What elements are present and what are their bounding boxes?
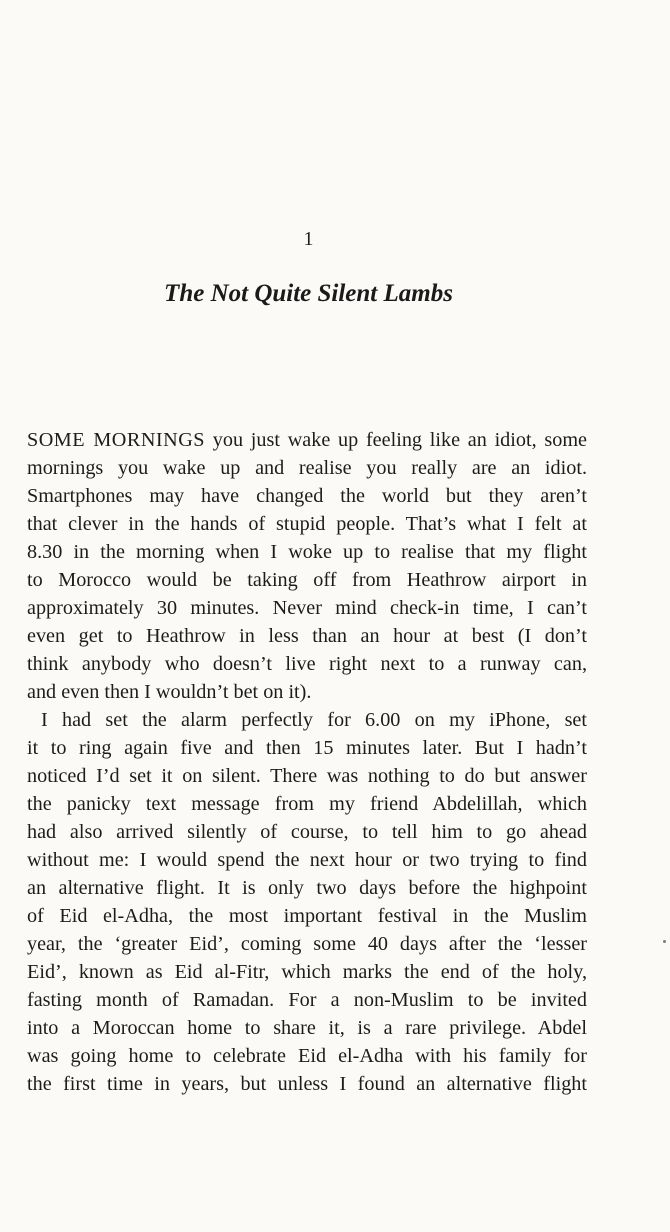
text-line: 8.30 in the morning when I woke up to realise that my flight [27, 541, 587, 563]
text-line: an alternative flight. It is only two days before the highpoint [27, 877, 587, 899]
text-line: Smartphones may have changed the world but they aren’t [27, 485, 587, 507]
text-line: SOME MORNINGS you just wake up feeling like an idiot, some [27, 429, 587, 451]
text-line: that clever in the hands of stupid people. That’s what I felt at [27, 513, 587, 535]
text-line: had also arrived silently of course, to tell him to go ahead [27, 821, 587, 843]
text-line: the panicky text message from my friend Abdelillah, which [27, 793, 587, 815]
paper-speck [663, 940, 666, 943]
small-caps-lead-in: SOME MORNINGS [27, 429, 206, 451]
text-line: was going home to celebrate Eid el-Adha with his family for [27, 1045, 587, 1067]
text-line: even get to Heathrow in less than an hour at best (I don’t [27, 625, 587, 647]
text-line: into a Moroccan home to share it, is a rare privilege. Abdel [27, 1017, 587, 1039]
chapter-title: The Not Quite Silent Lambs [164, 280, 453, 307]
text-line: to Morocco would be taking off from Heathrow airport in [27, 569, 587, 591]
text-line: think anybody who doesn’t live right next to a runway can, [27, 653, 587, 675]
chapter-body [27, 426, 587, 1098]
text-line: without me: I would spend the next hour or two trying to find [27, 849, 587, 871]
text-line: the first time in years, but unless I found an alternative flight [27, 1073, 587, 1095]
text-line: fasting month of Ramadan. For a non-Muslim to be invited [27, 989, 587, 1011]
text-line: mornings you wake up and realise you really are an idiot. [27, 457, 587, 479]
text-line: of Eid el-Adha, the most important festival in the Muslim [27, 905, 587, 927]
paragraph-1 [27, 426, 587, 706]
text-line: and even then I wouldn’t bet on it). [27, 681, 312, 703]
text-line: year, the ‘greater Eid’, coming some 40 days after the ‘lesser [27, 933, 587, 955]
text-line: noticed I’d set it on silent. There was nothing to do but answer [27, 765, 587, 787]
text-line: approximately 30 minutes. Never mind check-in time, I can’t [27, 597, 587, 619]
paragraph-2 [27, 706, 587, 1098]
text-line: Eid’, known as Eid al-Fitr, which marks the end of the holy, [27, 961, 587, 983]
text-line: I had set the alarm perfectly for 6.00 on my iPhone, set [41, 709, 587, 731]
text-line: it to ring again five and then 15 minutes later. But I hadn’t [27, 737, 587, 759]
chapter-number: 1 [303, 228, 314, 250]
